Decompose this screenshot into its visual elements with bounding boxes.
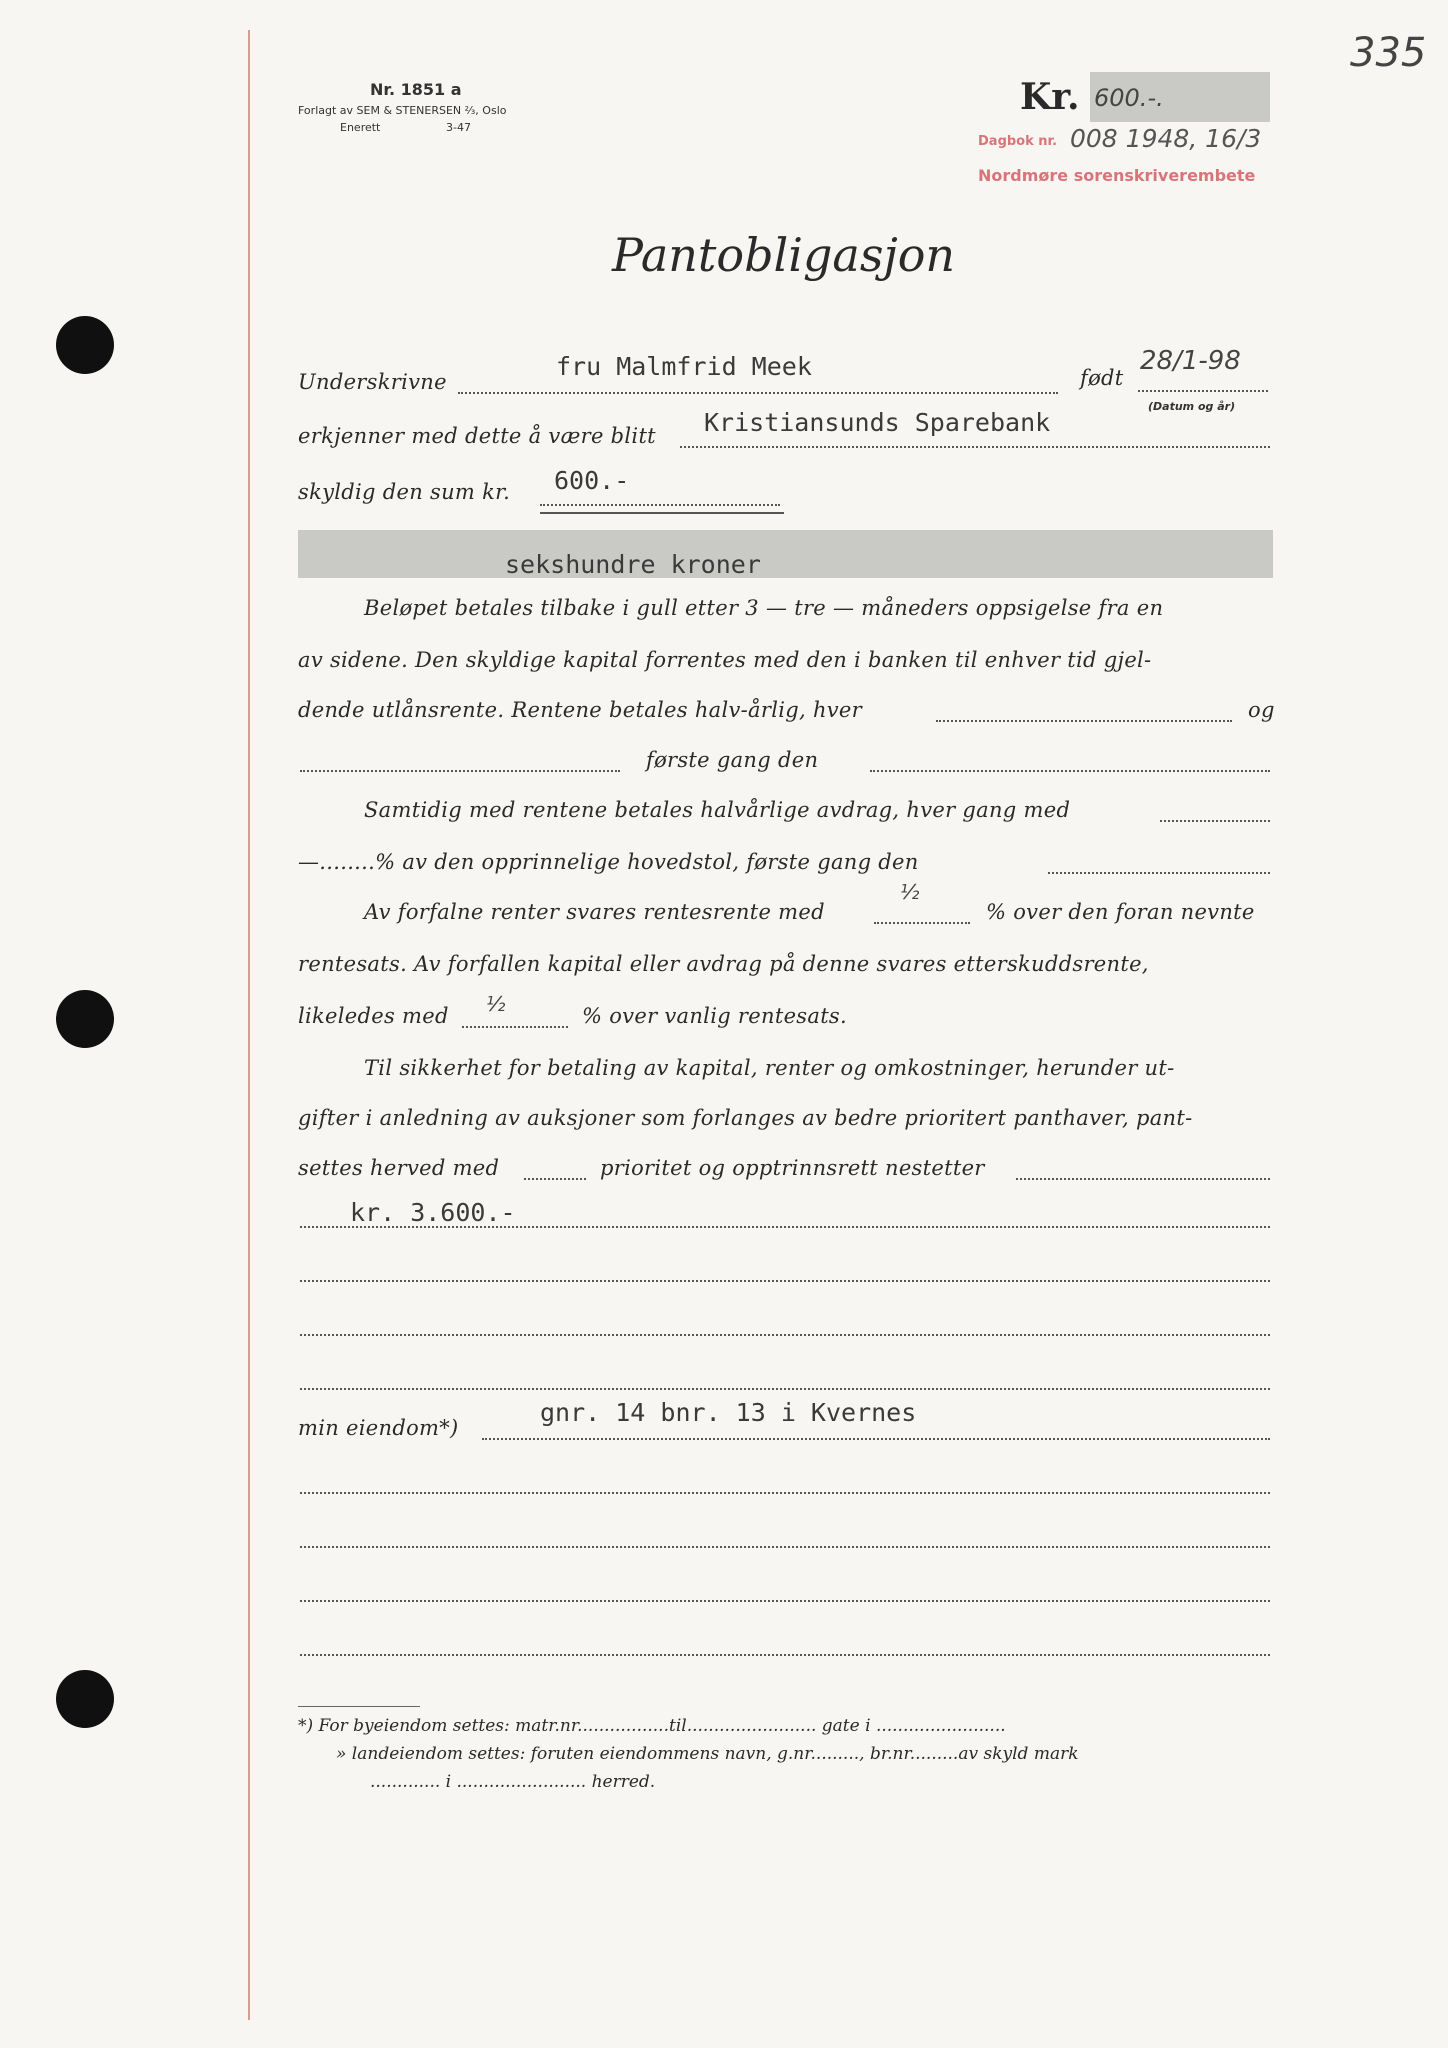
form-edition: 3-47 (446, 121, 471, 134)
debt-value: 600.- (554, 466, 630, 495)
p3-line1: Av forfalne renter svares rentesrente med (364, 900, 825, 924)
p3-line3: likeledes med (298, 1004, 449, 1028)
creditor-line (680, 446, 1270, 448)
p3-line2: rentesats. Av forfallen kapital eller avdrag på denne svares etterskuddsrente, (298, 952, 1149, 976)
debt-underline (540, 512, 784, 514)
p4-line3: settes herved med (298, 1156, 500, 1180)
installment-line (1160, 820, 1270, 822)
property-line-3 (300, 1546, 1270, 1548)
prior-line-3 (300, 1334, 1270, 1336)
footnote-line1: *) For byeiendom settes: matr.nr.................til........................ gate i ........................ (298, 1716, 1006, 1736)
fraction-2: ½ (486, 992, 506, 1016)
property-line-2 (300, 1492, 1270, 1494)
copyright: Enerett (340, 121, 381, 134)
property-value: gnr. 14 bnr. 13 i Kvernes (540, 1398, 917, 1427)
debt-label: skyldig den sum kr. (298, 480, 511, 504)
p4-line2: gifter i anledning av auksjoner som forlanges av bedre prioritert panthaver, pant- (298, 1106, 1193, 1130)
amount-words-band (298, 530, 1273, 578)
p2-line2: —........% av den opprinnelige hovedstol, første gang den (298, 850, 919, 874)
p1-line3-and: og (1248, 698, 1275, 722)
prior-line-2 (300, 1280, 1270, 1282)
first-installment-line (1048, 872, 1270, 874)
p4-line3-end: prioritet og opptrinnsrett nestetter (600, 1156, 985, 1180)
priority-line (524, 1178, 586, 1180)
footnote-line2: » landeiendom settes: foruten eiendommens navn, g.nr........., br.nr.........av skyld mark (336, 1744, 1079, 1764)
property-line (482, 1438, 1270, 1440)
born-line (1138, 390, 1268, 392)
fraction-1: ½ (900, 880, 920, 904)
stamp-journal-label: Dagbok nr. (978, 134, 1058, 149)
p1-line3: dende utlånsrente. Rentene betales halv-årlig, hver (298, 698, 862, 722)
debt-line (540, 504, 780, 506)
signer-value: fru Malmfrid Meek (556, 352, 812, 381)
property-line-5 (300, 1654, 1270, 1656)
p1-line4: første gang den (646, 748, 819, 772)
penalty-rate-line (462, 1026, 568, 1028)
margin-rule (248, 30, 250, 2020)
p1-line1: Beløpet betales tilbake i gull etter 3 — tre — måneders oppsigelse fra en (364, 596, 1164, 620)
interest-day-line (936, 720, 1232, 722)
stamp-journal-entry: 008 1948, 16/3 (1070, 124, 1262, 153)
p4-line1: Til sikkerhet for betaling av kapital, renter og omkostninger, herunder ut- (364, 1056, 1175, 1080)
footnote-line3: ............. i ........................ herred. (370, 1772, 656, 1792)
punch-hole (56, 316, 114, 374)
first-interest-date-line (870, 770, 1270, 772)
interest-day-line-2 (300, 770, 620, 772)
signer-label: Underskrivne (298, 370, 447, 394)
p1-line2: av sidene. Den skyldige kapital forrentes med den i banken til enhver tid gjel- (298, 648, 1152, 672)
amount-words: sekshundre kroner (505, 550, 761, 579)
prior-line-4 (300, 1388, 1270, 1390)
amount-header-value: 600.-. (1094, 84, 1164, 112)
born-label: født (1080, 366, 1124, 390)
punch-hole (56, 1670, 114, 1728)
stamp-office: Nordmøre sorenskriverembete (978, 166, 1256, 185)
signer-line (458, 392, 1058, 394)
punch-hole (56, 990, 114, 1048)
prior-line-1 (300, 1226, 1270, 1228)
publisher-line: Forlagt av SEM & STENERSEN ⅔, Oslo (298, 104, 507, 117)
form-number: Nr. 1851 a (370, 80, 462, 99)
page-number: 335 (1350, 30, 1427, 76)
prior-claim-value: kr. 3.600.- (350, 1198, 516, 1227)
p3-line3-end: % over vanlig rentesats. (582, 1004, 847, 1028)
footnote-rule (298, 1706, 420, 1707)
property-line-4 (300, 1600, 1270, 1602)
document-title: Pantobligasjon (612, 228, 956, 282)
amount-header-label: Kr. (1020, 76, 1080, 118)
priority-tail-line (1016, 1178, 1270, 1180)
compound-rate-line (874, 922, 970, 924)
p3-line1-end: % over den foran nevnte (986, 900, 1255, 924)
born-value: 28/1-98 (1140, 346, 1241, 376)
creditor-value: Kristiansunds Sparebank (704, 408, 1051, 437)
property-label: min eiendom*) (298, 1416, 459, 1440)
date-note: (Datum og år) (1148, 400, 1236, 413)
acknowledge-label: erkjenner med dette å være blitt (298, 424, 656, 448)
p2-line1: Samtidig med rentene betales halvårlige avdrag, hver gang med (364, 798, 1071, 822)
